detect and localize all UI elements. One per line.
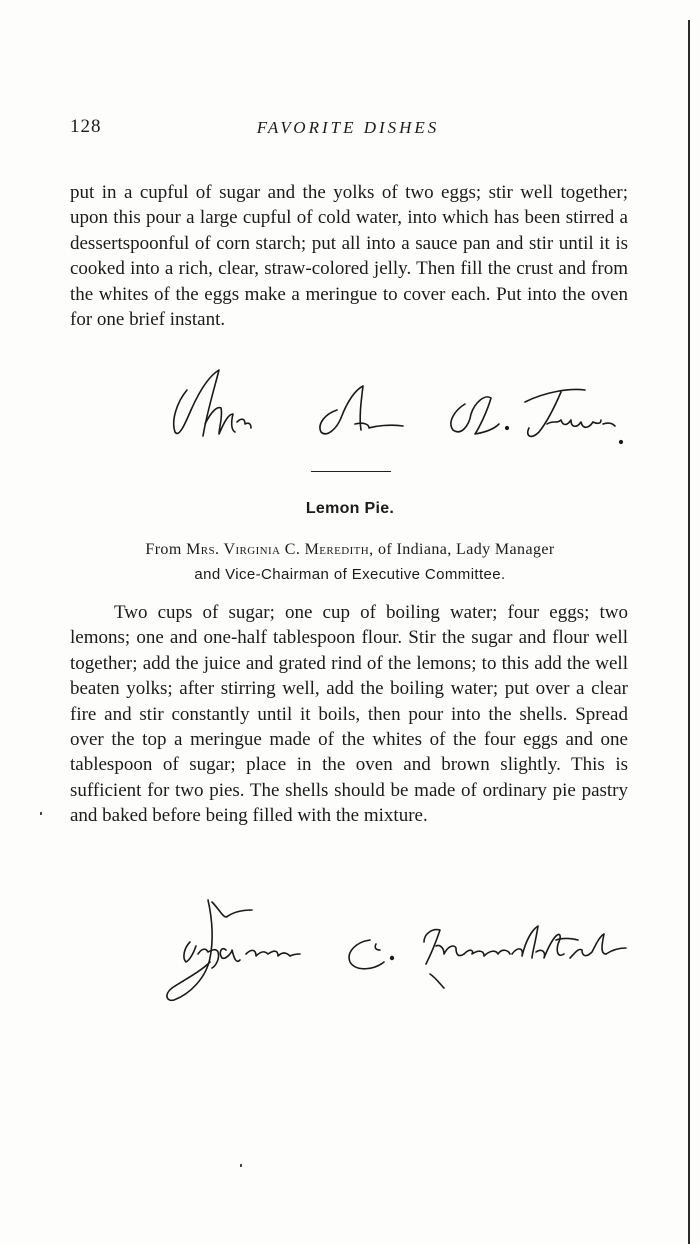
signature-turner <box>165 362 635 462</box>
page-header <box>68 116 628 146</box>
attribution-line-2: and Vice-Chairman of Executive Committee. <box>194 566 506 583</box>
page-edge-line <box>688 20 690 1244</box>
signature-meredith <box>160 888 630 1008</box>
recipe-title: Lemon Pie. <box>305 500 395 517</box>
attribution-prefix: From <box>145 541 182 558</box>
attribution-name: Mrs. Virginia C. Meredith, <box>186 541 374 558</box>
attribution-rest: of Indiana, Lady Manager <box>377 541 555 558</box>
page-number: 128 <box>70 116 102 137</box>
running-head: FAVORITE DISHES <box>256 118 440 137</box>
scan-speck <box>40 812 42 815</box>
scan-speck <box>240 1164 242 1167</box>
section-divider <box>311 471 391 472</box>
recipe-body: Two cups of sugar; one cup of boiling water; four eggs; two lemons; one and one-half tablespoon flour. Stir the sugar and flour well together; add the juice and grated rind of the lemons; to this add the well beaten yolks; after stirring well, add the boiling water; put over a clear fire and stir constantly until it boils, then pour into the shells. Spread over the top a meringue made of the whites of the four eggs and one tablespoon of sugar; place in the oven and brown slightly. This is sufficient for two pies. The shells should be made of ordinary pie pastry and baked before being filled with the mixture. <box>70 602 628 827</box>
recipe-attribution <box>70 537 630 587</box>
continued-paragraph: put in a cupful of sugar and the yolks of two eggs; stir well together; upon this pour a large cupful of cold water, into which has been stirred a dessertspoonful of corn starch; put all into a sauce pan and stir until it is cooked into a rich, clear, straw-colored jelly. Then fill the crust and from the whites of the eggs make a meringue to cover each. Put into the oven for one brief instant. <box>70 182 628 331</box>
